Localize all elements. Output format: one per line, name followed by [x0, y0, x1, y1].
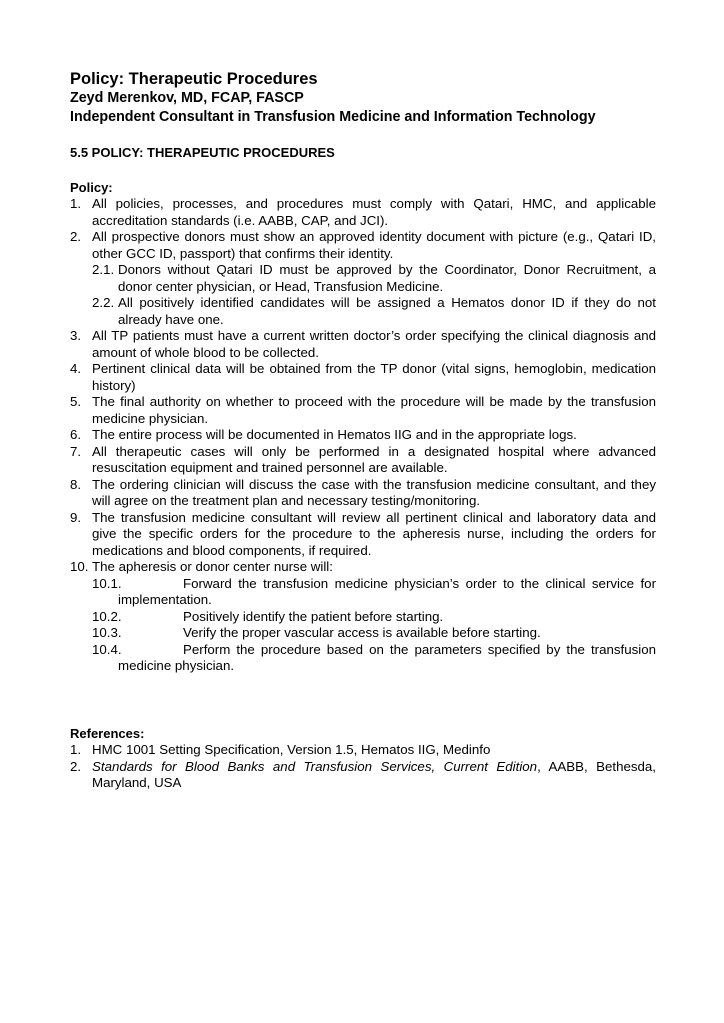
policy-label: Policy:: [70, 179, 113, 195]
policy-subitem-10-4: 10.4. Perform the procedure based on the parameters specified by the transfusion medicine physician.: [92, 641, 656, 673]
policy-item-8: 8. The ordering clinician will discuss the case with the transfusion medicine consultant, and they will agree on the treatment plan and necessary testing/monitoring.: [70, 476, 656, 508]
policy-subitem-2-2: 2.2. All positively identified candidates will be assigned a Hematos donor ID if they do not already have one.: [92, 295, 656, 327]
policy-item-6: 6. The entire process will be documented in Hematos IIG and in the appropriate logs.: [70, 427, 577, 442]
document-title: Policy: Therapeutic Procedures: [70, 70, 318, 88]
references-label: References:: [70, 725, 145, 741]
policy-subitem-10-2: 10.2. Positively identify the patient before starting.: [92, 608, 444, 624]
policy-subitem-10-1: 10.1. Forward the transfusion medicine physician’s order to the clinical service for implementation.: [92, 575, 656, 607]
document-page: [70, 70, 656, 792]
policy-item-5: 5. The final authority on whether to proceed with the procedure will be made by the transfusion medicine physician.: [70, 394, 656, 426]
reference-item-1: 1. HMC 1001 Setting Specification, Version 1.5, Hematos IIG, Medinfo: [70, 742, 491, 757]
section-heading: 5.5 POLICY: THERAPEUTIC PROCEDURES: [70, 145, 335, 160]
policy-item-10: 10. The apheresis or donor center nurse will:: [70, 559, 333, 574]
policy-item-7: 7. All therapeutic cases will only be performed in a designated hospital where advanced resuscitation equipment and trained personnel are available.: [70, 443, 656, 475]
policy-item-2: 2. All prospective donors must show an approved identity document with picture (e.g., Qatari ID, other GCC ID, passport) that confirms their identity.: [70, 229, 656, 261]
author-line: Zeyd Merenkov, MD, FCAP, FASCP: [70, 90, 304, 106]
policy-item-4: 4. Pertinent clinical data will be obtained from the TP donor (vital signs, hemoglobin, medication history): [70, 361, 656, 393]
reference-item-2: 2. Standards for Blood Banks and Transfusion Services, Current Edition, AABB, Bethesda, Maryland, USA: [70, 758, 656, 790]
policy-subitem-2-1: 2.1. Donors without Qatari ID must be approved by the Coordinator, Donor Recruitment, a donor center physician, or Head, Transfusion Medicine.: [92, 262, 656, 294]
policy-list: [70, 196, 656, 675]
policy-item-1: 1. All policies, processes, and procedures must comply with Qatari, HMC, and applicable accreditation standards (i.e. AABB, CAP, and JCI).: [70, 196, 656, 228]
policy-subitem-10-3: 10.3. Verify the proper vascular access is available before starting.: [92, 625, 541, 640]
reference-title: Standards for Blood Banks and Transfusion Services, Current Edition: [92, 758, 538, 774]
policy-item-3: 3. All TP patients must have a current written doctor’s order specifying the clinical diagnosis and amount of whole blood to be collected.: [70, 328, 656, 360]
references-section: [70, 726, 656, 792]
affiliation-line: Independent Consultant in Transfusion Medicine and Information Technology: [70, 109, 596, 125]
policy-item-9: 9. The transfusion medicine consultant will review all pertinent clinical and laboratory data and give the specific orders for the procedure to the apheresis nurse, including the orders for medications and blood components, if required.: [70, 509, 656, 558]
